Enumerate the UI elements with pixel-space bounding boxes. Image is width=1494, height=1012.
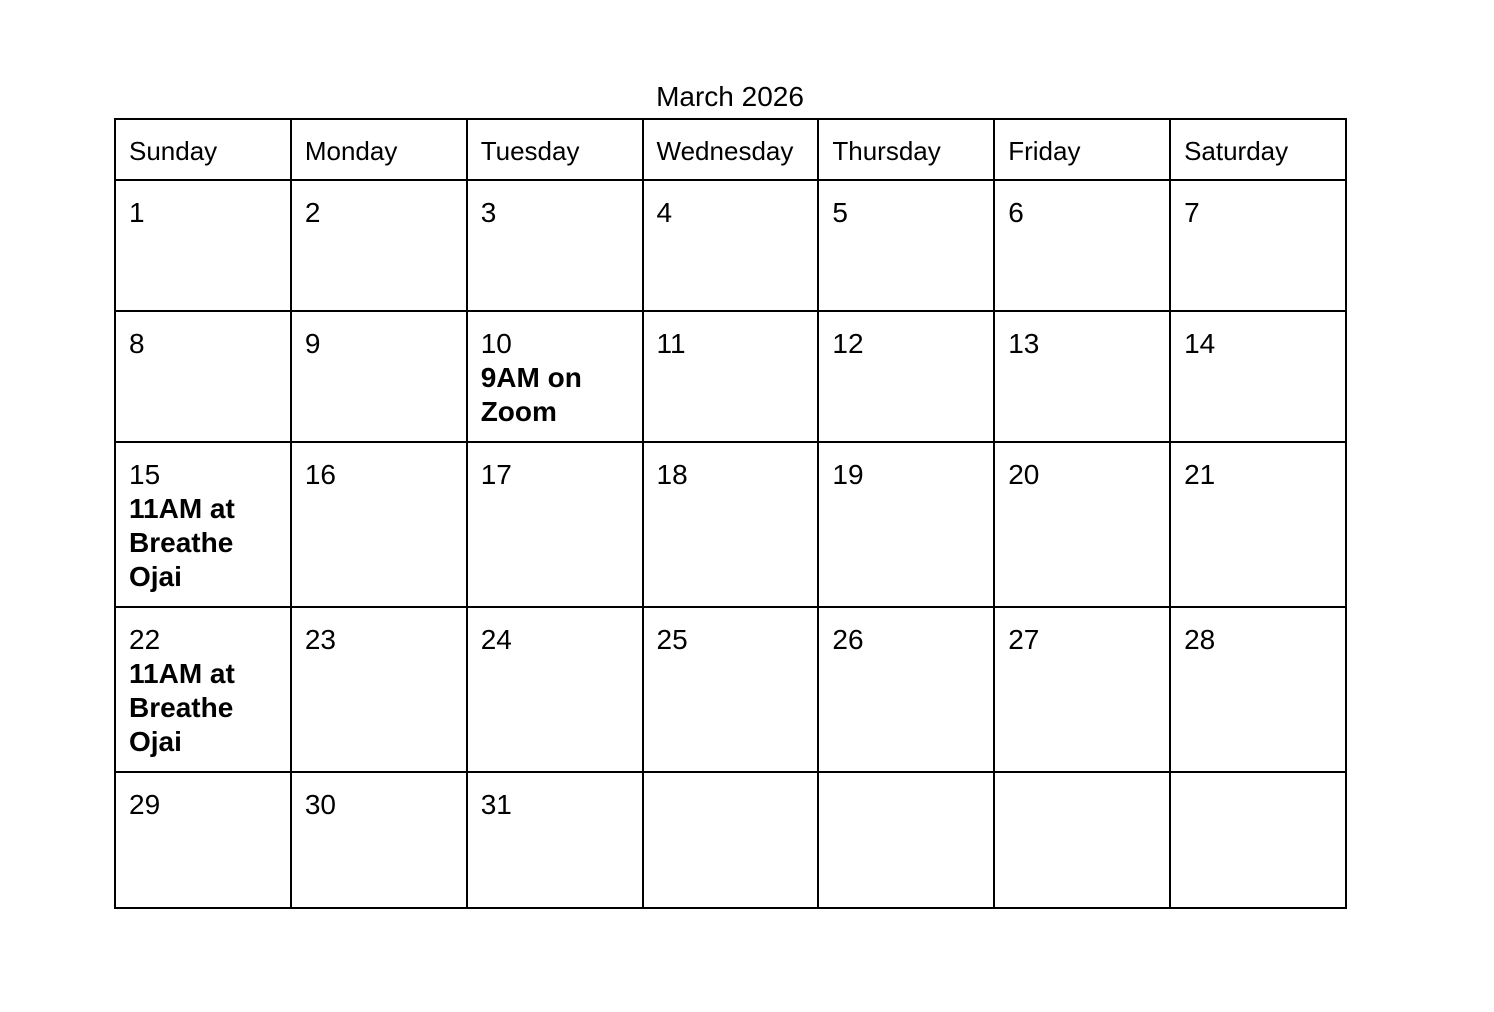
day-number: 20 [1008,459,1040,490]
calendar-grid [114,118,1347,909]
day-cell[interactable] [643,607,819,772]
week-row-2 [115,311,1346,442]
day-number: 28 [1184,624,1216,655]
day-cell[interactable] [1170,607,1346,772]
day-number: 5 [832,197,848,228]
day-number: 8 [129,328,145,359]
day-number: 25 [656,624,688,655]
day-number: 29 [129,789,161,820]
day-cell[interactable] [643,442,819,607]
day-number: 11 [656,328,686,359]
weekday-header-wednesday: Wednesday [643,119,819,180]
day-cell[interactable] [818,311,994,442]
day-cell[interactable] [291,180,467,311]
day-cell[interactable] [291,311,467,442]
day-cell[interactable] [291,607,467,772]
day-number: 2 [304,197,321,228]
event-label: 11AM at Breathe Ojai [129,493,235,592]
day-number: 15 [129,459,161,490]
day-cell[interactable] [115,607,291,772]
day-number: 10 [480,328,512,359]
day-cell[interactable] [1170,442,1346,607]
week-row-1 [115,180,1346,311]
day-cell[interactable] [467,607,643,772]
weekday-header-tuesday: Tuesday [467,119,643,180]
empty-day-cell [994,772,1170,908]
week-row-3 [115,442,1346,607]
weekday-header-sunday: Sunday [115,119,291,180]
day-number: 31 [480,789,512,820]
day-number: 12 [832,328,864,359]
weekday-header-saturday: Saturday [1170,119,1346,180]
day-cell[interactable] [467,772,643,908]
day-cell[interactable] [291,442,467,607]
calendar-title: March 2026 [656,81,804,112]
day-number: 17 [480,459,512,490]
day-cell[interactable] [818,442,994,607]
day-number: 9 [304,328,321,359]
day-cell[interactable] [115,180,291,311]
day-cell[interactable] [115,442,291,607]
event-label: 11AM at Breathe Ojai [129,658,235,757]
day-cell[interactable] [818,607,994,772]
day-number: 19 [832,459,864,490]
event-label: 9AM on Zoom [480,362,582,427]
day-cell[interactable] [467,442,643,607]
day-cell[interactable] [818,180,994,311]
day-number: 21 [1184,459,1216,490]
weekday-header-thursday: Thursday [818,119,994,180]
day-number: 27 [1008,624,1040,655]
empty-day-cell [643,772,819,908]
day-cell[interactable] [467,180,643,311]
day-number: 24 [480,624,512,655]
day-number: 14 [1184,328,1216,359]
day-cell[interactable] [994,442,1170,607]
day-cell[interactable] [291,772,467,908]
day-cell[interactable] [994,311,1170,442]
day-number: 4 [656,197,673,228]
day-number: 26 [832,624,864,655]
day-cell[interactable] [643,180,819,311]
day-number: 13 [1008,328,1040,359]
empty-day-cell [818,772,994,908]
day-number: 18 [656,459,688,490]
weekday-header-row [115,119,1346,180]
day-number: 3 [480,197,497,228]
day-cell[interactable] [994,180,1170,311]
day-cell[interactable] [115,772,291,908]
weekday-header-friday: Friday [994,119,1170,180]
day-cell[interactable] [1170,180,1346,311]
day-number: 6 [1008,197,1024,228]
empty-day-cell [1170,772,1346,908]
day-number: 23 [304,624,336,655]
day-cell[interactable] [467,311,643,442]
day-number: 16 [304,459,336,490]
week-row-5 [115,772,1346,908]
day-cell[interactable] [643,311,819,442]
day-number: 1 [129,197,145,228]
day-number: 30 [304,789,336,820]
day-cell[interactable] [994,607,1170,772]
day-cell[interactable] [115,311,291,442]
day-number: 22 [129,624,161,655]
day-number: 7 [1184,197,1200,228]
week-row-4 [115,607,1346,772]
day-cell[interactable] [1170,311,1346,442]
weekday-header-monday: Monday [291,119,467,180]
